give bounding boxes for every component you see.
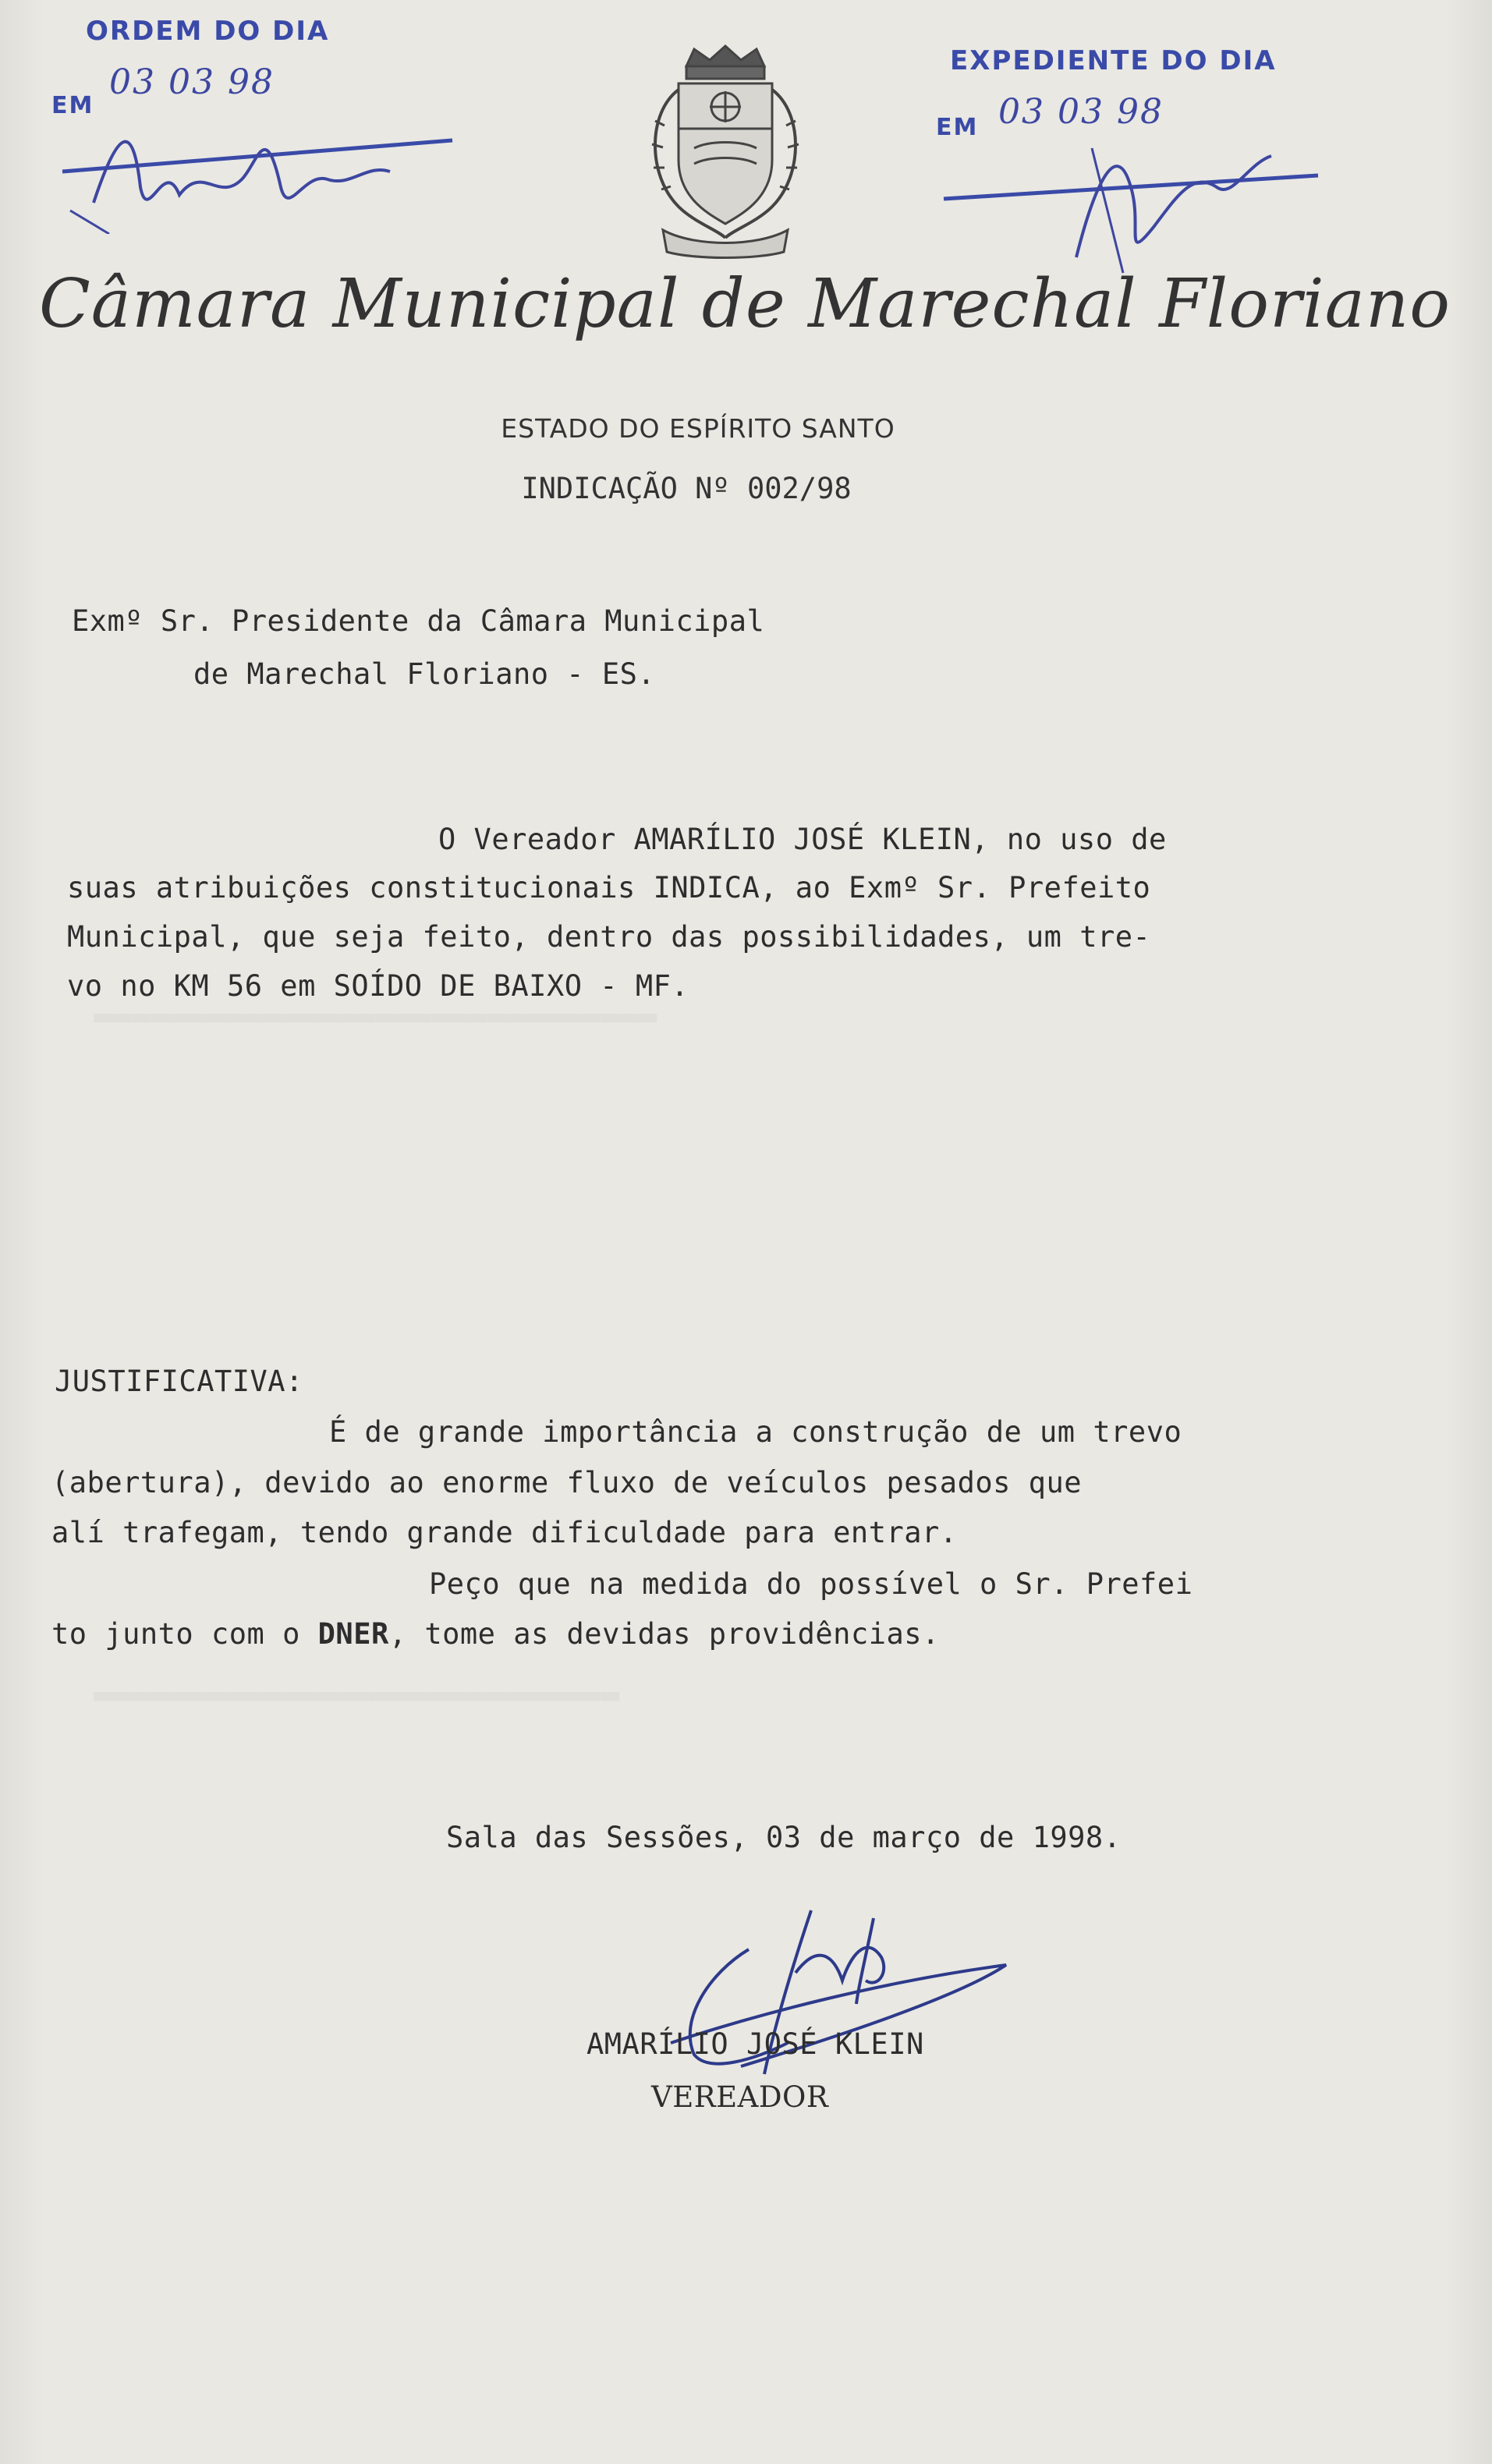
place-date: Sala das Sessões, 03 de março de 1998. [446, 1821, 1122, 1854]
institution-name: Câmara Municipal de Marechal Floriano [39, 265, 1451, 343]
stamp-em-label: EM [936, 114, 979, 141]
body-line-4: vo no KM 56 em SOÍDO DE BAIXO - MF. [67, 969, 689, 1003]
body-line-1: O Vereador AMARÍLIO JOSÉ KLEIN, no uso de [438, 823, 1167, 856]
stamp-em-label: EM [51, 92, 94, 119]
stamp-signature-left [47, 70, 484, 234]
stamp-date: 03 03 98 [998, 92, 1164, 132]
state-name: ESTADO DO ESPÍRITO SANTO [501, 413, 895, 444]
stamp-signature-right [936, 101, 1341, 281]
stamp-title: ORDEM DO DIA [86, 16, 330, 47]
justificativa-heading: JUSTIFICATIVA: [55, 1365, 303, 1398]
municipal-crest-icon [632, 43, 819, 261]
justificativa-line-3: alí trafegam, tendo grande dificuldade para entrar. [51, 1516, 958, 1549]
addressee-line-2: de Marechal Floriano - ES. [193, 657, 656, 691]
body-line-3: Municipal, que seja feito, dentro das possibilidades, um tre- [67, 920, 1151, 954]
justificativa-line-4: Peço que na medida do possível o Sr. Prefei [429, 1567, 1193, 1601]
stamp-title: EXPEDIENTE DO DIA [950, 45, 1277, 76]
bleed-through-mark: ▬▬▬▬▬▬▬▬▬▬▬▬▬▬▬▬▬▬▬▬▬▬▬▬▬▬▬▬▬▬ [94, 998, 657, 1034]
document-number: INDICAÇÃO Nº 002/98 [521, 472, 852, 505]
justificativa-line-2: (abertura), devido ao enorme fluxo de veículos pesados que [51, 1466, 1083, 1499]
signer-name: AMARÍLIO JOSÉ KLEIN [587, 2027, 924, 2061]
justificativa-line-5-pre: to junto com o [51, 1617, 300, 1651]
justificativa-line-5-post: , tome as devidas providências. [388, 1617, 940, 1651]
bleed-through-mark: ▬▬▬▬▬▬▬▬▬▬▬▬▬▬▬▬▬▬▬▬▬▬▬▬▬▬▬▬ [94, 1676, 620, 1712]
body-line-2-text: suas atribuições constitucionais INDICA, ao Exmº Sr. Prefeito [67, 871, 1151, 905]
addressee-line-1: Exmº Sr. Presidente da Câmara Municipal [72, 604, 765, 638]
justificativa-line-1: É de grande importância a construção de um trevo [329, 1415, 1182, 1449]
signer-title: VEREADOR [651, 2080, 829, 2114]
justificativa-line-5 [51, 1617, 940, 1651]
dner-acronym: DNER [317, 1617, 389, 1651]
stamp-date: 03 03 98 [109, 62, 275, 102]
body-line-2 [67, 871, 1292, 905]
